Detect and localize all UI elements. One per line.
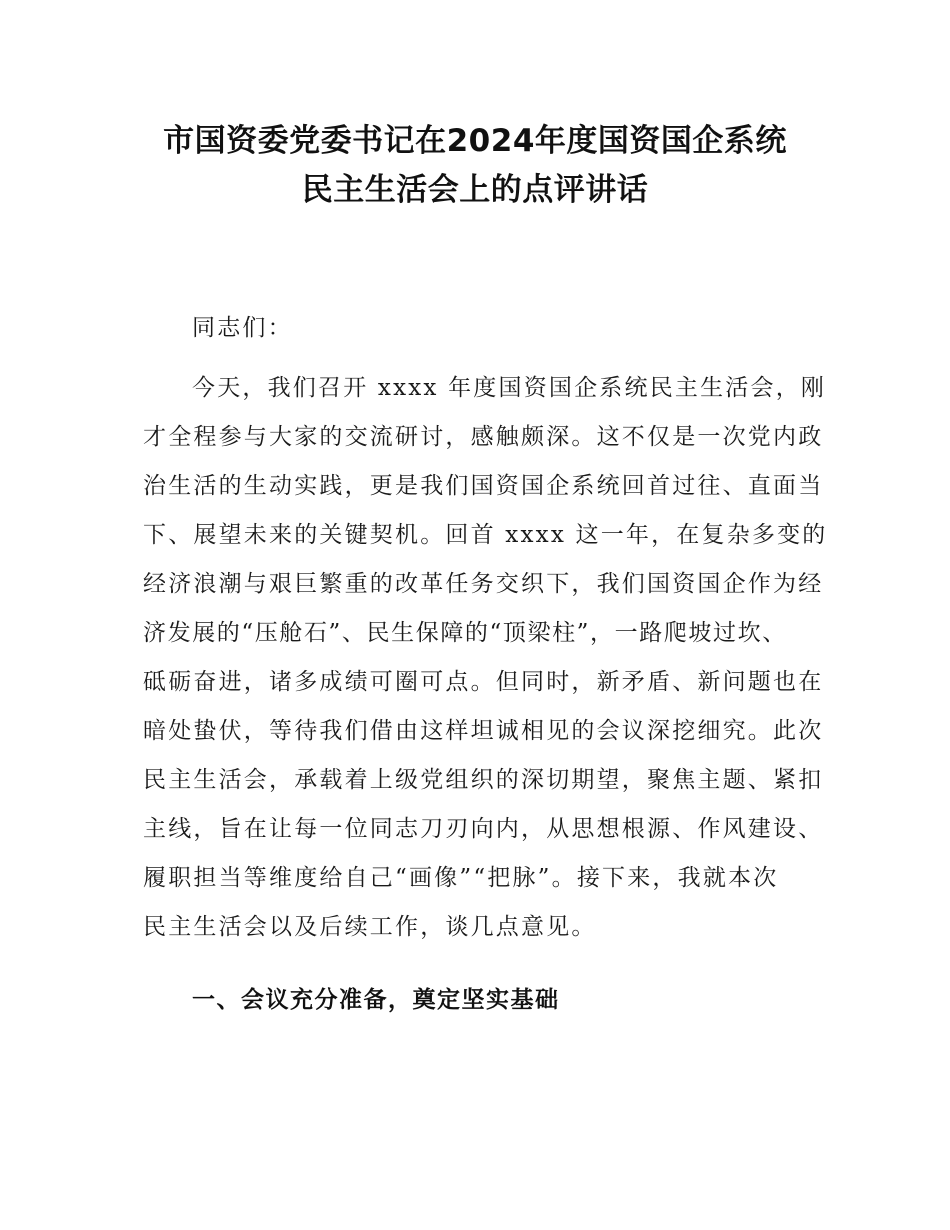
document-title-line-2: 民主生活会上的点评讲话 bbox=[301, 172, 649, 208]
paragraph-line: 民主生活会，承载着上级党组织的深切期望，聚焦主题、紧扣 bbox=[143, 767, 824, 793]
paragraph-line: 今天，我们召开 xxxx 年度国资国企系统民主生活会，刚 bbox=[192, 375, 827, 401]
section-heading-1: 一、会议充分准备，奠定坚实基础 bbox=[192, 987, 560, 1013]
paragraph-line: 暗处蛰伏，等待我们借由这样坦诚相见的会议深挖细究。此次 bbox=[143, 718, 824, 744]
paragraph-line: 济发展的“压舱石”、民生保障的“顶梁柱”，一路爬坡过坎、 bbox=[143, 620, 787, 646]
paragraph-line: 经济浪潮与艰巨繁重的改革任务交织下，我们国资国企作为经 bbox=[143, 571, 824, 597]
paragraph-line: 下、展望未来的关键契机。回首 xxxx 这一年，在复杂多变的 bbox=[143, 522, 828, 548]
paragraph-line: 民主生活会以及后续工作，谈几点意见。 bbox=[143, 914, 597, 940]
paragraph-line: 治生活的生动实践，更是我们国资国企系统回首过往、直面当 bbox=[143, 473, 824, 499]
salutation: 同志们： bbox=[192, 315, 293, 341]
paragraph-line: 履职担当等维度给自己“画像”“把脉”。接下来，我就本次 bbox=[143, 865, 779, 891]
paragraph-line: 才全程参与大家的交流研讨，感触颇深。这不仅是一次党内政 bbox=[143, 424, 824, 450]
paragraph-line: 砥砺奋进，诸多成绩可圈可点。但同时，新矛盾、新问题也在 bbox=[143, 669, 824, 695]
paragraph-line: 主线，旨在让每一位同志刀刃向内，从思想根源、作风建设、 bbox=[143, 816, 824, 842]
document-title-line-1: 市国资委党委书记在2024年度国资国企系统 bbox=[163, 123, 787, 159]
